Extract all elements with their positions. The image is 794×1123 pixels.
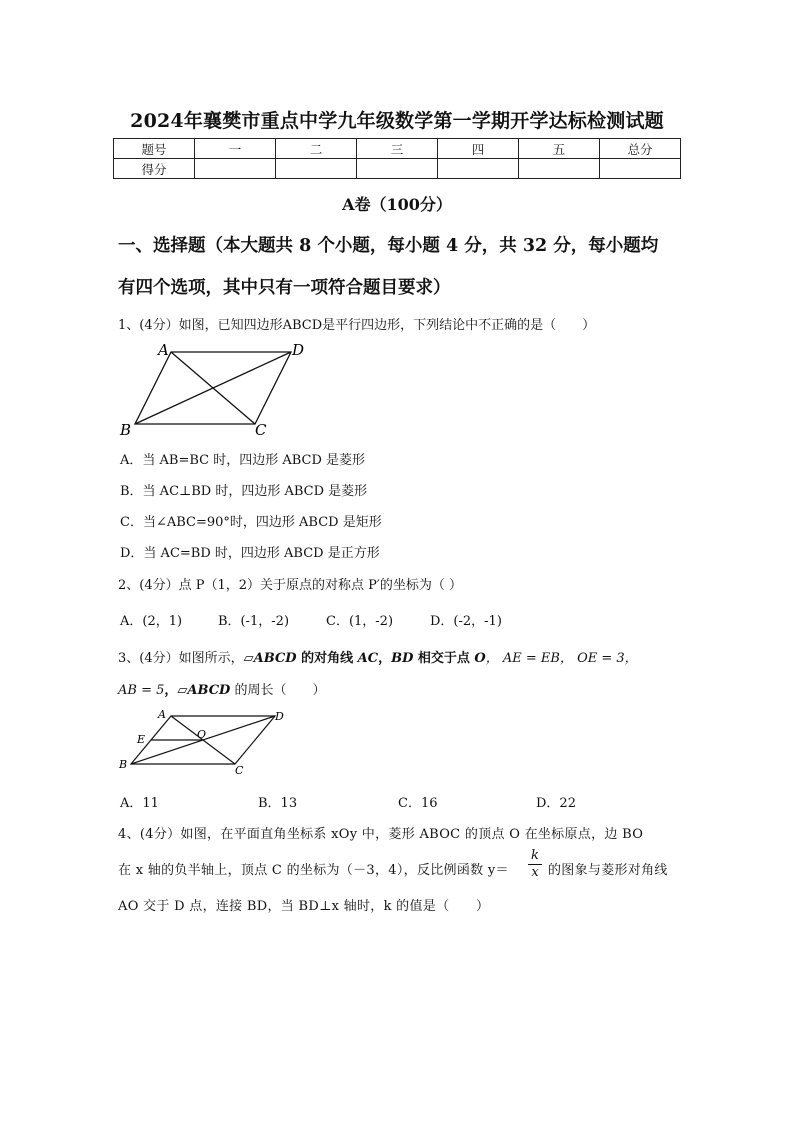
score-cell (600, 159, 681, 179)
q3-math-ac: AC (357, 651, 379, 666)
page-title: 2024年襄樊市重点中学九年级数学第一学期开学达标检测试题 (130, 110, 664, 132)
q3-text: 的对角线 (296, 651, 358, 666)
q3-text: ， (378, 651, 392, 666)
section-heading-line1: 一、选择题（本大题共 8 个小题，每小题 4 分，共 32 分，每小题均 (118, 236, 659, 256)
score-header-cell: 总分 (600, 139, 681, 159)
q4-stem-line1: 4、(4分）如图，在平面直角坐标系 xOy 中，菱形 ABOC 的顶点 O 在坐标原点，边 BO (118, 827, 644, 842)
q1-option-d: D．当 AC=BD 时，四边形 ABCD 是正方形 (120, 546, 380, 561)
q1-option-a: A．当 AB=BC 时，四边形 ABCD 是菱形 (120, 453, 366, 468)
q4-stem-line3: AO 交于 D 点，连接 BD，当 BD⊥x 轴时，k 的值是（ ） (118, 899, 490, 914)
q2-option-b: B．(-1，-2) (218, 614, 290, 629)
q2-stem: 2、(4分）点 P（1，2）关于原点的对称点 P′的坐标为（ ） (118, 578, 462, 593)
score-table-header-row (114, 139, 681, 159)
q2-option-d: D．(-2，-1) (430, 614, 502, 629)
score-header-cell: 题号 (114, 139, 195, 159)
q1-option-c: C．当∠ABC=90°时，四边形 ABCD 是矩形 (120, 515, 382, 530)
score-table (113, 138, 681, 179)
score-cell (357, 159, 438, 179)
q3-math-bd: BD (391, 651, 414, 666)
q1-label-c: C (255, 421, 267, 439)
q2-option-c: C．(1，-2) (326, 614, 394, 629)
score-header-cell: 二 (276, 139, 357, 159)
score-table-score-row (114, 159, 681, 179)
score-header-cell: 五 (519, 139, 600, 159)
score-header-cell: 三 (357, 139, 438, 159)
score-row-label: 得分 (114, 159, 195, 179)
q3-parallelogram-symbol: ▱ABCD (177, 683, 231, 698)
score-cell (195, 159, 276, 179)
q3-parallelogram-figure (115, 704, 305, 780)
q4-stem-line2b: 的图象与菱形对角线 (548, 863, 668, 878)
q3-text: 的周长（ ） (230, 683, 326, 698)
q1-stem: 1、(4分）如图，已知四边形ABCD是平行四边形，下列结论中不正确的是（ ） (118, 318, 596, 333)
score-cell (276, 159, 357, 179)
section-heading-line2: 有四个选项，其中只有一项符合题目要求） (118, 278, 451, 298)
q4-fraction-k-over-x (528, 848, 542, 881)
q3-stem-line1 (118, 647, 638, 666)
q3-option-b: B．13 (258, 796, 298, 811)
q4-fraction-numerator: k (528, 848, 542, 865)
q3-text: 相交于点 (413, 651, 475, 666)
q1-diagonal-bd (135, 352, 291, 424)
q3-parallelogram-symbol: ▱ABCD (243, 651, 297, 666)
q3-stem-line2 (118, 679, 325, 698)
q3-math-equations: ， AE = EB， OE = 3， (485, 651, 638, 666)
q3-math-ab: AB = 5 (118, 683, 165, 698)
q1-label-d: D (292, 341, 305, 359)
score-cell (438, 159, 519, 179)
q3-option-c: C．16 (398, 796, 438, 811)
q3-option-a: A．11 (120, 796, 159, 811)
q3-label-d: D (275, 710, 284, 723)
q3-math-o: O (474, 651, 486, 666)
q2-option-a: A．(2，1) (120, 614, 183, 629)
q4-stem-line2a: 在 x 轴的负半轴上，顶点 C 的坐标为（－3，4），反比例函数 y＝ (118, 863, 509, 878)
q1-label-a: A (158, 341, 169, 359)
q3-label-a: A (158, 708, 166, 721)
q4-fraction-denominator: x (531, 865, 539, 880)
score-header-cell: 四 (438, 139, 519, 159)
q3-label-e: E (137, 733, 146, 746)
q3-text: ， (164, 683, 178, 698)
score-cell (519, 159, 600, 179)
q3-text: 3、(4分）如图所示， (118, 651, 244, 666)
q3-option-d: D．22 (536, 796, 576, 811)
score-header-cell: 一 (195, 139, 276, 159)
q3-label-b: B (119, 758, 128, 771)
q1-label-b: B (120, 421, 132, 439)
q3-label-o: O (197, 728, 207, 741)
q1-option-b: B．当 AC⊥BD 时，四边形 ABCD 是菱形 (120, 484, 368, 499)
part-a-heading: A卷（100分） (342, 195, 452, 214)
q3-label-c: C (235, 764, 244, 777)
q1-parallelogram-figure (115, 340, 315, 440)
